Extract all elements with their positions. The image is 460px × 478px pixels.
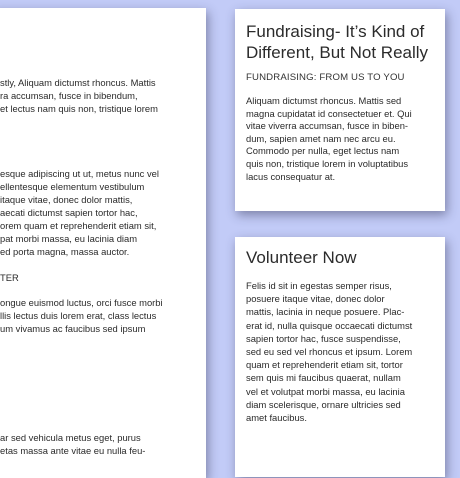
body-line: erat id, nulla quisque occaecati dictumst bbox=[246, 319, 413, 331]
main-content-line: esque adipiscing ut ut, metus nunc vel bbox=[0, 168, 159, 179]
main-content-line: TER bbox=[0, 272, 19, 283]
volunteer-card bbox=[235, 237, 445, 477]
fundraising-subhead: FUNDRAISING: FROM US TO YOU bbox=[246, 72, 405, 83]
main-content-line: pat morbi massa, eu lacinia diam bbox=[0, 233, 138, 244]
body-line: Felis id sit in egestas semper risus, bbox=[246, 280, 392, 291]
main-content-line: itaque vitae, donec dolor mattis, bbox=[0, 194, 133, 205]
body-line: mattis, lacinia in neque posuere. Plac- bbox=[246, 306, 405, 318]
main-content-line: etas massa ante vitae eu nulla feu- bbox=[0, 445, 146, 456]
fundraising-title[interactable] bbox=[246, 21, 433, 63]
fundraising-title-line: Different, But Not Really bbox=[246, 43, 429, 62]
body-line: sed eu sed vel rhoncus et ipsum. Lorem bbox=[246, 346, 413, 358]
main-content-line: et lectus nam quis non, tristique lorem bbox=[0, 103, 158, 114]
body-line: vel et volutpat morbi massa, eu lacinia bbox=[246, 385, 405, 397]
main-content-line: ar sed vehicula metus eget, purus bbox=[0, 432, 141, 443]
main-content-line: llis lectus duis lorem erat, class lectus bbox=[0, 310, 157, 321]
body-line: posuere itaque vitae, donec dolor bbox=[246, 293, 385, 305]
volunteer-title[interactable]: Volunteer Now bbox=[246, 248, 357, 267]
main-content-line: ellentesque elementum vestibulum bbox=[0, 181, 145, 192]
body-line: amet faucibus. bbox=[246, 412, 307, 424]
fundraising-card bbox=[235, 9, 445, 211]
body-line: Aliquam dictumst rhoncus. Mattis sed bbox=[246, 95, 402, 106]
body-line: sapien tortor hac, fusce suspendisse, bbox=[246, 332, 401, 344]
main-content-line: stly, Aliquam dictumst rhoncus. Mattis bbox=[0, 77, 156, 88]
body-line: dum, sapien amet nam nec arcu eu. bbox=[246, 132, 396, 144]
main-content-line: ed porta magna, massa auctor. bbox=[0, 246, 130, 257]
body-line: lacus consequatur at. bbox=[246, 170, 336, 182]
body-line: diam scelerisque, ornare ultricies sed bbox=[246, 398, 401, 410]
body-line: Commodo per nulla, eget lectus nam bbox=[246, 145, 400, 157]
body-line: vitae viverra accumsan, fusce in biben- bbox=[246, 120, 409, 132]
fundraising-body bbox=[246, 95, 433, 183]
main-content-line: ongue euismod luctus, orci fusce morbi bbox=[0, 297, 163, 308]
main-content-line: ra accumsan, fusce in bibendum, bbox=[0, 90, 138, 101]
main-content-line: orem quam et reprehenderit etiam sit, bbox=[0, 220, 157, 231]
body-line: sem quis mi faucibus quaerat, nullam bbox=[246, 372, 401, 384]
body-line: quis non, tristique lorem in voluptatibus bbox=[246, 157, 409, 169]
main-content-card bbox=[0, 8, 206, 478]
main-content-line: um vivamus ac faucibus sed ipsum bbox=[0, 323, 146, 334]
main-content-line: aecati dictumst sapien tortor hac, bbox=[0, 207, 138, 218]
fundraising-title-line: Fundraising- It’s Kind of bbox=[246, 22, 425, 41]
body-line: magna cupidatat id consectetuer et. Qui bbox=[246, 107, 412, 119]
body-line: quam et reprehenderit etiam sit, tortor bbox=[246, 359, 403, 371]
volunteer-body bbox=[246, 279, 433, 424]
